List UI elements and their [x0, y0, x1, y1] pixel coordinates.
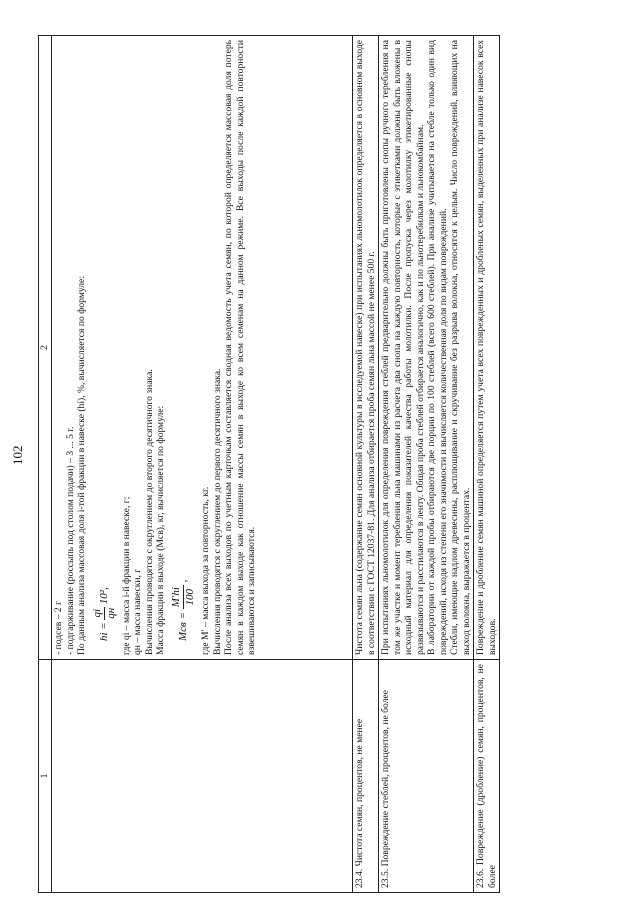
text-line: где qi – масса i-й фракции в навеске, г;: [120, 496, 132, 655]
table-row: [379, 36, 474, 893]
table-row: [474, 36, 500, 893]
row-label: 23.6. Повреждение (дробление) семян, процентов, не более: [474, 660, 500, 893]
fraction: M′hi 100: [169, 587, 197, 608]
paragraph: При испытаниях льномолотилок для определения повреждения стеблей предварительно должны быть приготовлены снопы ручного теребления на том же участке и момент теребления льна машинами из расчета два снопа на каждую повторность, которые с этикетками должны быть вложены в исходный материал для определения показателей качества работы молотилки. После пропуска через молотилку этикетированные снопы развязываются и расстилаются в ленту. Общая проба стеблей отбирается аналогично, как и по льнотеребилкам и льнокомбайнам.: [380, 40, 426, 655]
text-line: Вычисления проводятся с округлением до второго десятичного знака.: [143, 369, 155, 655]
formula-m: Mсв = M′hi 100 ,: [169, 579, 197, 641]
table-row: [353, 36, 379, 893]
paragraph: Стебли, имеющие надлом древесины, расплющивание и скручивание без разрыва волокна, относятся к целым. Число повреждений, влияющих на выход волокна, выражается в процентах.: [449, 40, 472, 655]
paragraph: В лаборатории от каждой пробы отбираются две порции по 100 стеблей (всего 600 стеблей). При анализе учитывается на стебле только один вид повреждений, исходя из степени его значимости и вычисляется количественная доля по видам повреждений.: [426, 40, 449, 655]
row-content: Повреждение и дробление семян машиной определяется путем учета всех поврежденных и дробленых семян, выделенных при анализе навесок всех выходов.: [474, 36, 500, 660]
text-line: Масса фракции в выходе (Mсв), кг, вычисляется по формуле:: [155, 405, 167, 655]
row-label: 23.4. Чистота семян, процентов, не менее: [353, 660, 379, 893]
text-line: - подгарживание (россыпь под столом подачи) – 3 ... 5 г.: [64, 426, 76, 655]
row-content: Чистота семян льна (содержание семян основной культуры в исследуемой навеске) при испытаниях льномолотилок определяется в основном выходе в соответствии с ГОСТ 12037-81. Для анализа отбирается проба семян льна массой не менее 500 г.: [353, 36, 379, 660]
fraction: qi qн: [90, 607, 117, 619]
col1-header: 1: [39, 660, 52, 893]
text-line: После анализа всех выходов по учетным карточкам составляется сводная ведомость учета семян, по которой определяется массовая доля потерь семян в каждом выходе как отношение массы семян в выходе ко всем семенам на данном режиме. Все выходы после каждой повторности взвешиваются и записываются.: [223, 40, 258, 655]
col2-header: 2: [39, 36, 52, 660]
row-content: [379, 36, 474, 660]
text-line: где M′ – масса выхода за повторность, кг.: [200, 486, 212, 655]
table-row: [52, 36, 353, 893]
row-content: [52, 36, 353, 660]
text-line: qн – масса навески, г: [132, 568, 144, 655]
page-number: 102: [10, 445, 25, 465]
methods-table: [38, 35, 500, 893]
row-label-empty: [52, 660, 353, 893]
formula-h: hi = qi qн 10²,: [90, 587, 117, 641]
text-line: По данным анализа массовая доля i-той фракции в навеске (hi), %, вычисляется по формуле:: [76, 276, 87, 655]
header-row: [39, 36, 52, 893]
text-line: Вычисления проводятся с округлением до первого десятичного знака.: [211, 368, 223, 655]
text-line: - подсев – 2 г: [53, 600, 64, 655]
row-label: 23.5. Повреждение стеблей, процентов, не более: [379, 660, 474, 893]
